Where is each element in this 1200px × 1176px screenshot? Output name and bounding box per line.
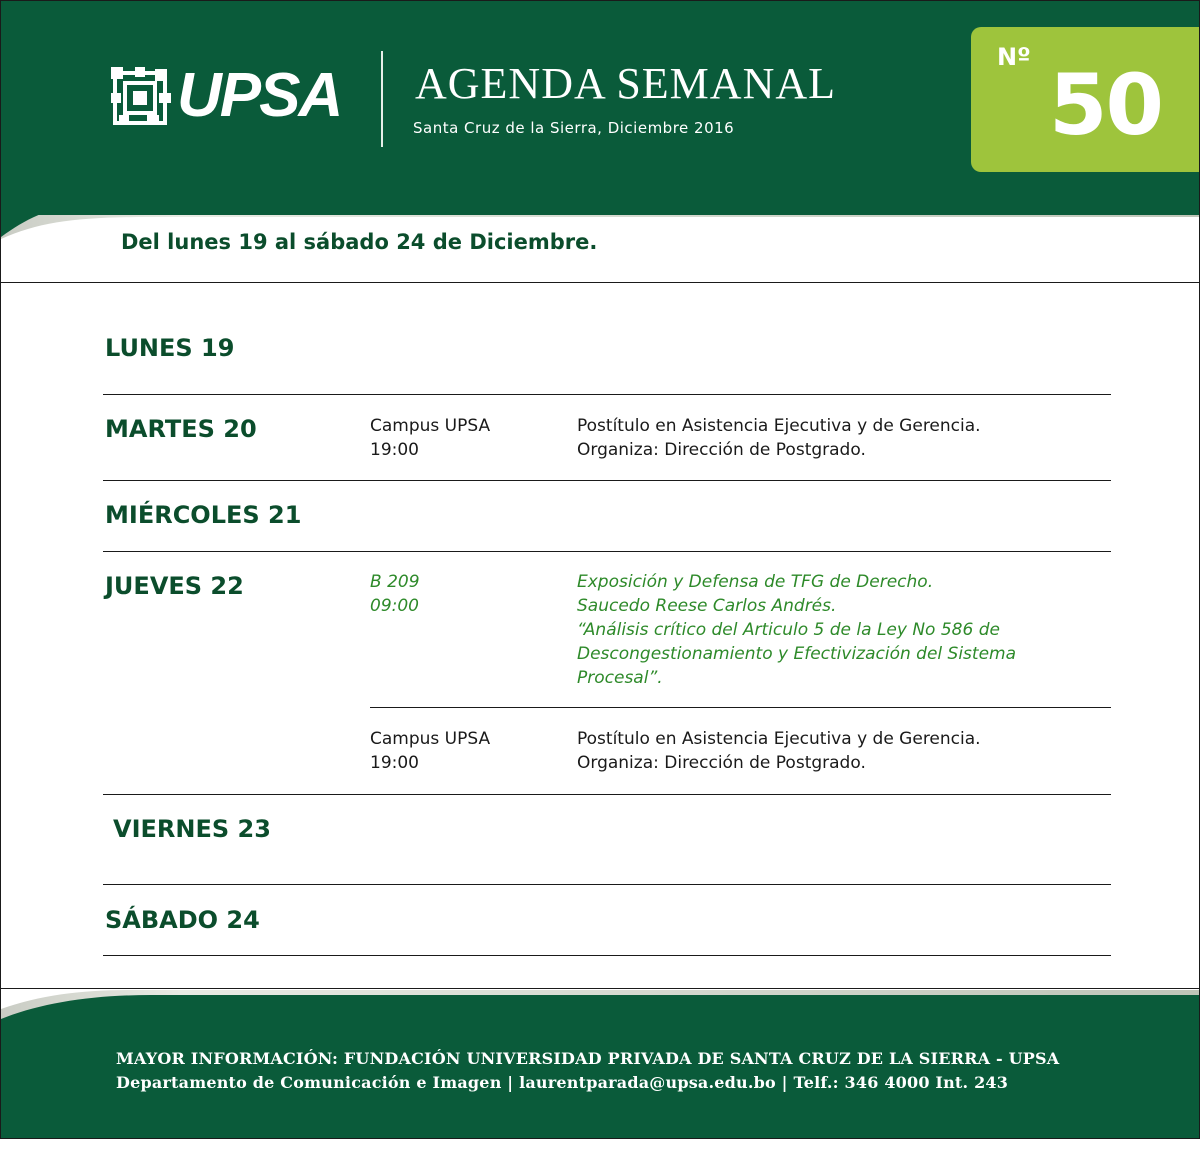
footer-info-line: MAYOR INFORMACIÓN: FUNDACIÓN UNIVERSIDAD PRIVADA DE SANTA CRUZ DE LA SIERRA - UPSA [116, 1049, 1060, 1068]
event-location-time [370, 414, 490, 462]
day-sabado: SÁBADO 24 [105, 906, 260, 934]
day-separator [103, 794, 1111, 795]
event-line: Procesal”. [577, 668, 663, 688]
day-lunes: LUNES 19 [105, 334, 235, 362]
event-location-time [370, 570, 420, 618]
day-separator [103, 480, 1111, 481]
event-line: “Análisis crítico del Articulo 5 de la Ley No 586 de [577, 620, 1000, 640]
event-location: Campus UPSA [370, 416, 491, 436]
page-title: AGENDA SEMANAL [415, 59, 836, 108]
event-location-time [370, 727, 490, 775]
footer-contact-line: Departamento de Comunicación e Imagen | laurentparada@upsa.edu.bo | Telf.: 346 4000 Int. 243 [116, 1073, 1009, 1092]
event-separator [370, 707, 1111, 708]
issue-number: 50 [1049, 56, 1162, 154]
day-miercoles: MIÉRCOLES 21 [105, 501, 302, 529]
date-range: Del lunes 19 al sábado 24 de Diciembre. [121, 230, 598, 254]
day-separator [103, 955, 1111, 956]
event-description [577, 727, 981, 775]
header-divider [381, 51, 383, 147]
event-time: 19:00 [370, 753, 419, 773]
event-line: Exposición y Defensa de TFG de Derecho. [577, 572, 934, 592]
upsa-logo-text: UPSA [177, 61, 342, 130]
day-separator [103, 394, 1111, 395]
event-description [577, 570, 1016, 690]
page-subtitle: Santa Cruz de la Sierra, Diciembre 2016 [413, 119, 735, 137]
issue-label: Nº [997, 43, 1031, 71]
event-time: 09:00 [370, 596, 419, 616]
event-line: Postítulo en Asistencia Ejecutiva y de Gerencia. [577, 729, 981, 749]
day-jueves: JUEVES 22 [105, 572, 244, 600]
footer-banner [1, 988, 1199, 1139]
event-description [577, 414, 981, 462]
day-separator [103, 551, 1111, 552]
footer-swoosh [1, 989, 1199, 1019]
event-line: Descongestionamiento y Efectivización del Sistema [577, 644, 1017, 664]
header-divider-line [1, 282, 1199, 283]
event-line: Saucedo Reese Carlos Andrés. [577, 596, 837, 616]
event-location: B 209 [370, 572, 420, 592]
day-martes: MARTES 20 [105, 415, 257, 443]
event-location: Campus UPSA [370, 729, 491, 749]
event-line: Organiza: Dirección de Postgrado. [577, 753, 866, 773]
issue-badge [971, 27, 1199, 172]
day-viernes: VIERNES 23 [113, 815, 271, 843]
event-line: Postítulo en Asistencia Ejecutiva y de Gerencia. [577, 416, 981, 436]
upsa-logo [111, 61, 347, 133]
event-line: Organiza: Dirección de Postgrado. [577, 440, 866, 460]
upsa-logo-mark-icon [111, 67, 173, 127]
event-time: 19:00 [370, 440, 419, 460]
day-separator [103, 884, 1111, 885]
